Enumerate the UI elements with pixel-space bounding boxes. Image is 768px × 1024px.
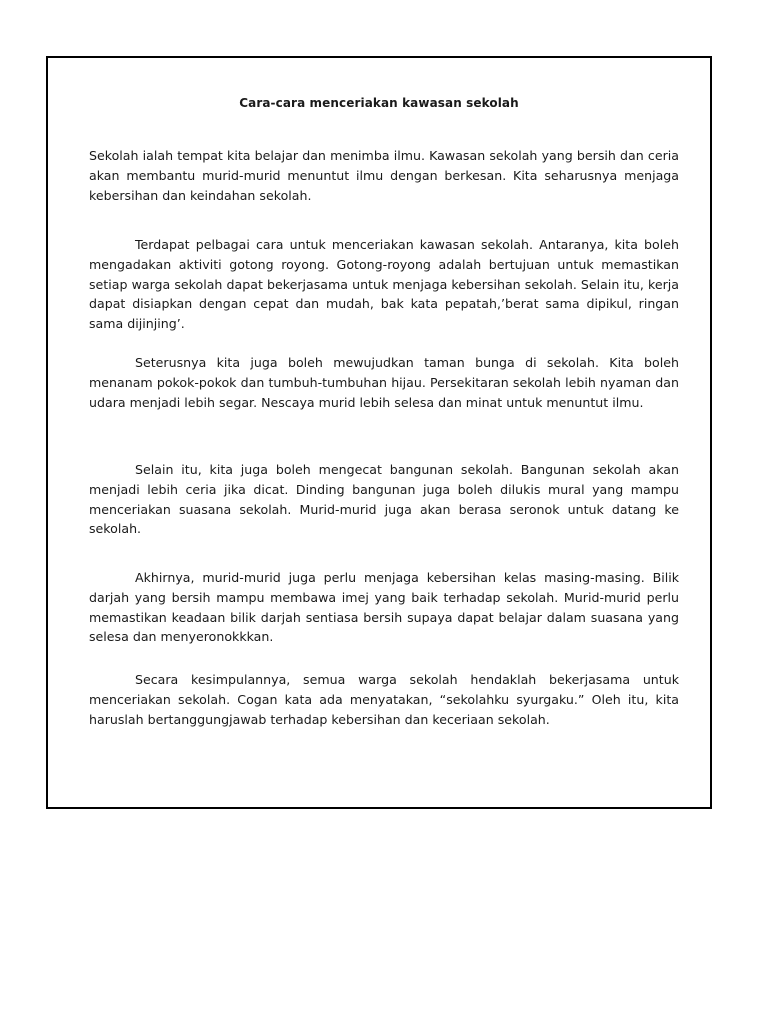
document-frame (46, 56, 712, 809)
paragraph-taman-bunga: Seterusnya kita juga boleh mewujudkan taman bunga di sekolah. Kita boleh menanam pokok-pokok dan tumbuh-tumbuhan hijau. Persekitaran sekolah lebih nyaman dan udara menjadi lebih segar. Nescaya murid lebih selesa dan minat untuk menuntut ilmu. (89, 355, 679, 410)
paragraph-introduction: Sekolah ialah tempat kita belajar dan menimba ilmu. Kawasan sekolah yang bersih dan ceria akan membantu murid-murid menuntut ilmu dengan berkesan. Kita seharusnya menjaga kebersihan dan keindahan sekolah. (89, 148, 679, 203)
document-title: Cara-cara menceriakan kawasan sekolah (239, 96, 519, 110)
paragraph-kebersihan-kelas: Akhirnya, murid-murid juga perlu menjaga kebersihan kelas masing-masing. Bilik darjah yang bersih mampu membawa imej yang baik terhadap sekolah. Murid-murid perlu memastikan keadaan bilik darjah sentiasa bersih supaya dapat belajar dalam suasana yang selesa dan menyeronokkkan. (89, 570, 679, 645)
paragraph-kesimpulan: Secara kesimpulannya, semua warga sekolah hendaklah bekerjasama untuk menceriakan sekolah. Cogan kata ada menyatakan, “sekolahku syurgaku.” Oleh itu, kita haruslah bertanggungjawab terhadap kebersihan dan keceriaan sekolah. (89, 672, 679, 727)
paragraph-mengecat-bangunan: Selain itu, kita juga boleh mengecat bangunan sekolah. Bangunan sekolah akan menjadi lebih ceria jika dicat. Dinding bangunan juga boleh dilukis mural yang mampu menceriakan suasana sekolah. Murid-murid juga akan berasa seronok untuk datang ke sekolah. (89, 462, 679, 537)
paragraph-gotong-royong: Terdapat pelbagai cara untuk menceriakan kawasan sekolah. Antaranya, kita boleh mengadakan aktiviti gotong royong. Gotong-royong adalah bertujuan untuk memastikan setiap warga sekolah dapat bekerjasama untuk menjaga kebersihan sekolah. Selain itu, kerja dapat disiapkan dengan cepat dan mudah, bak kata pepatah,’berat sama dipikul, ringan sama dijinjing’. (89, 237, 679, 332)
